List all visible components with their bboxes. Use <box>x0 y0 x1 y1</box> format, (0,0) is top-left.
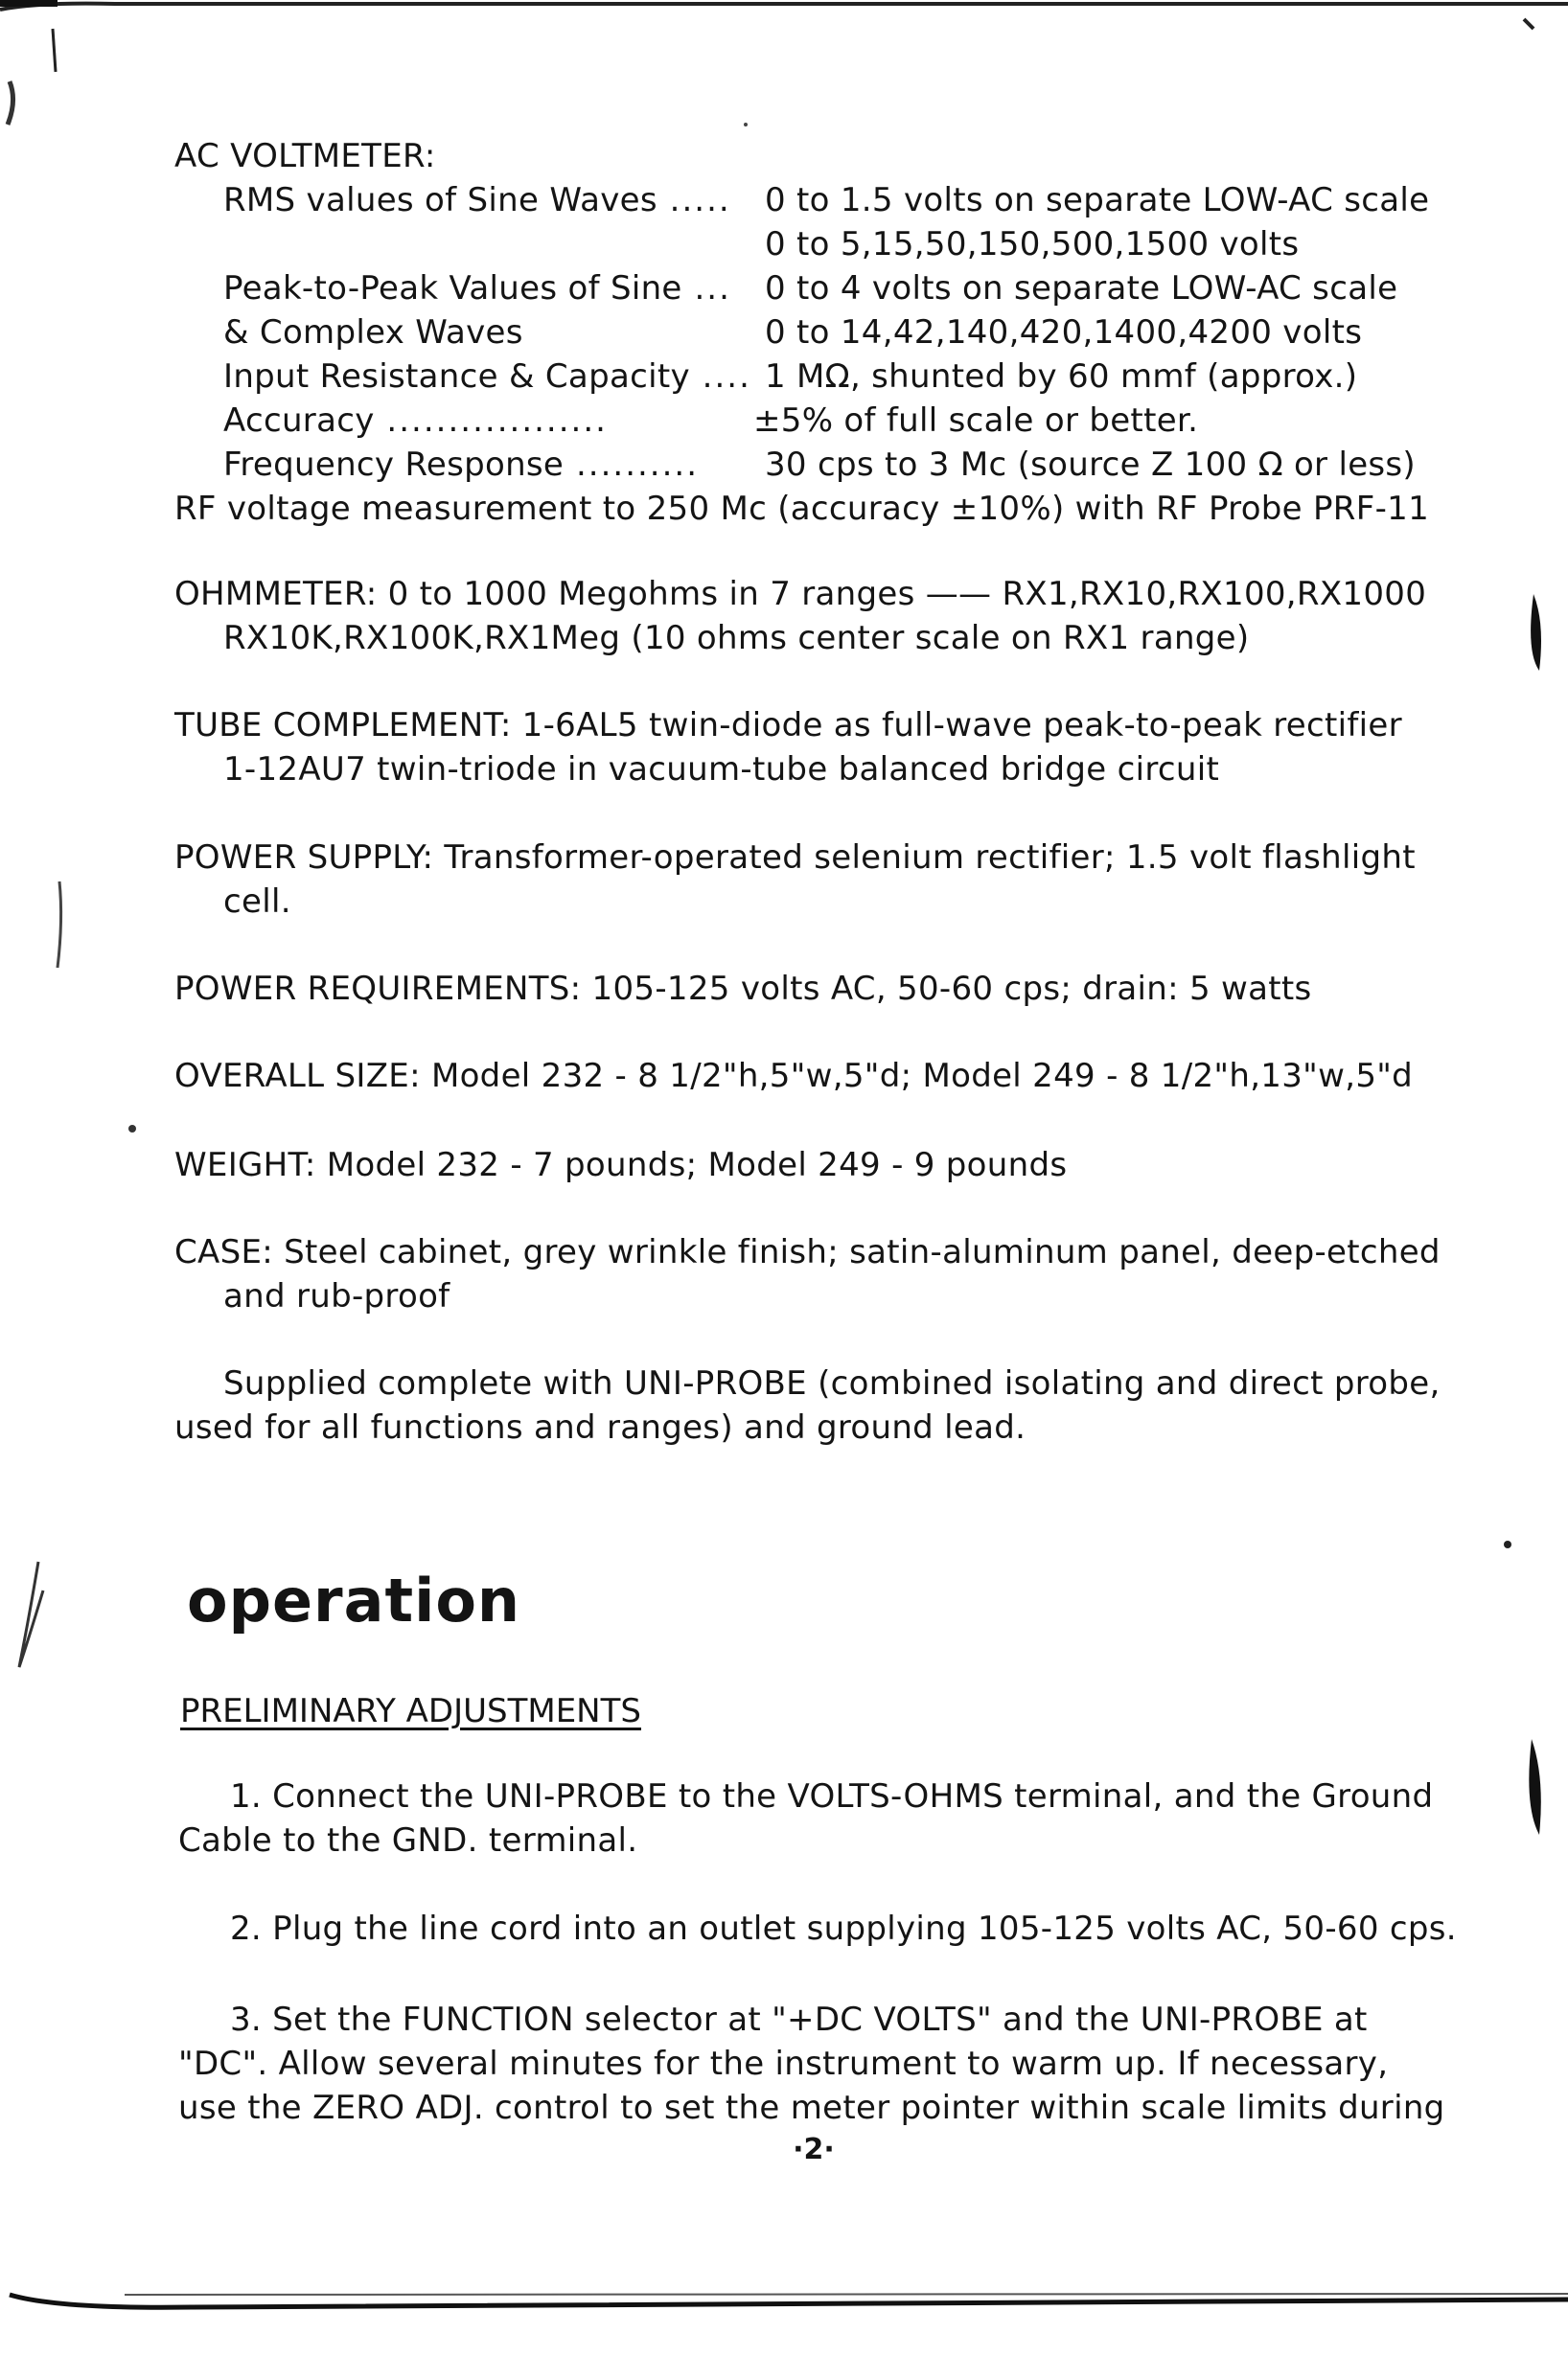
rf-measurement-line: RF voltage measurement to 250 Mc (accuracy ±10%) with RF Probe PRF-11 <box>174 490 1430 528</box>
step-2-line-1: 2. Plug the line cord into an outlet supplying 105-125 volts AC, 50-60 cps. <box>230 1910 1457 1948</box>
right-edge-blot-1 <box>1531 594 1541 671</box>
peak-to-peak-value: 0 to 4 volts on separate LOW-AC scale <box>765 269 1398 308</box>
stray-dot <box>128 1125 136 1133</box>
leader-dots: ..... <box>657 181 731 219</box>
rms-value: 0 to 1.5 volts on separate LOW-AC scale <box>765 181 1430 219</box>
peak-to-peak-label-text: Peak-to-Peak Values of Sine <box>223 269 682 308</box>
peak-to-peak-ranges: 0 to 14,42,140,420,1400,4200 volts <box>765 313 1363 352</box>
left-edge-smudge <box>8 81 13 125</box>
tube-complement-line-1: TUBE COMPLEMENT: 1-6AL5 twin-diode as full-wave peak-to-peak rectifier <box>174 706 1402 744</box>
case-line-1: CASE: Steel cabinet, grey wrinkle finish; satin-aluminum panel, deep-etched <box>174 1233 1441 1271</box>
accuracy-value: ±5% of full scale or better. <box>753 401 1199 440</box>
step-1-line-2: Cable to the GND. terminal. <box>178 1821 638 1860</box>
step-3-line-3: use the ZERO ADJ. control to set the meter pointer within scale limits during <box>178 2089 1445 2127</box>
input-resistance-label <box>223 355 751 399</box>
supplied-line-2: used for all functions and ranges) and ground lead. <box>174 1408 1026 1447</box>
leader-dots: ... <box>681 269 731 308</box>
rms-label-text: RMS values of Sine Waves <box>223 181 657 219</box>
step-3-line-2: "DC". Allow several minutes for the instrument to warm up. If necessary, <box>178 2045 1389 2083</box>
preliminary-adjustments-subheading: PRELIMINARY ADJUSTMENTS <box>180 1692 641 1730</box>
supplied-line-1: Supplied complete with UNI-PROBE (combined isolating and direct probe, <box>223 1364 1441 1403</box>
power-supply-line-1: POWER SUPPLY: Transformer-operated selenium rectifier; 1.5 volt flashlight <box>174 838 1416 877</box>
accuracy-label-text: Accuracy <box>223 401 375 440</box>
case-line-2: and rub-proof <box>223 1277 450 1316</box>
ac-voltmeter-title: AC VOLTMETER: <box>174 137 436 175</box>
step-3-line-1: 3. Set the FUNCTION selector at "+DC VOLTS" and the UNI-PROBE at <box>230 2001 1368 2039</box>
stray-dot-2 <box>744 123 748 126</box>
input-resistance-value: 1 MΩ, shunted by 60 mmf (approx.) <box>765 357 1358 396</box>
rms-value-ranges: 0 to 5,15,50,150,500,1500 volts <box>765 225 1300 263</box>
tube-complement-line-2: 1-12AU7 twin-triode in vacuum-tube balanced bridge circuit <box>223 750 1220 789</box>
peak-to-peak-label <box>223 266 731 310</box>
bottom-edge-line <box>10 2295 1568 2307</box>
left-edge-mark <box>53 29 56 72</box>
left-edge-mark-mid <box>58 881 61 968</box>
operation-heading: operation <box>187 1566 521 1636</box>
leader-dots: .................. <box>374 401 608 440</box>
accuracy-label <box>223 399 608 443</box>
rms-label <box>223 178 731 222</box>
stray-dot-3 <box>1504 1541 1511 1548</box>
ohmmeter-line-2: RX10K,RX100K,RX1Meg (10 ohms center scale on RX1 range) <box>223 619 1250 657</box>
complex-waves-label: & Complex Waves <box>223 313 523 352</box>
overall-size-line: OVERALL SIZE: Model 232 - 8 1/2"h,5"w,5"d; Model 249 - 8 1/2"h,13"w,5"d <box>174 1057 1414 1095</box>
left-edge-scribble <box>19 1562 43 1667</box>
power-requirements-line: POWER REQUIREMENTS: 105-125 volts AC, 50-60 cps; drain: 5 watts <box>174 970 1312 1008</box>
input-resistance-label-text: Input Resistance & Capacity <box>223 357 690 396</box>
ohmmeter-line-1: OHMMETER: 0 to 1000 Megohms in 7 ranges —— RX1,RX10,RX100,RX1000 <box>174 575 1427 613</box>
frequency-response-label-text: Frequency Response <box>223 446 565 484</box>
top-right-mark <box>1524 19 1533 29</box>
leader-dots: .... <box>689 357 751 396</box>
frequency-response-value: 30 cps to 3 Mc (source Z 100 Ω or less) <box>765 446 1416 484</box>
weight-line: WEIGHT: Model 232 - 7 pounds; Model 249 - 9 pounds <box>174 1146 1068 1184</box>
step-1-line-1: 1. Connect the UNI-PROBE to the VOLTS-OHMS terminal, and the Ground <box>230 1777 1434 1816</box>
frequency-response-label <box>223 443 699 487</box>
leader-dots: .......... <box>564 446 700 484</box>
right-edge-blot-2 <box>1529 1739 1540 1835</box>
top-edge-line <box>0 4 1568 10</box>
power-supply-line-2: cell. <box>223 882 291 921</box>
page-number: ·2· <box>793 2133 835 2166</box>
bottom-edge-line-2 <box>125 2294 1568 2295</box>
